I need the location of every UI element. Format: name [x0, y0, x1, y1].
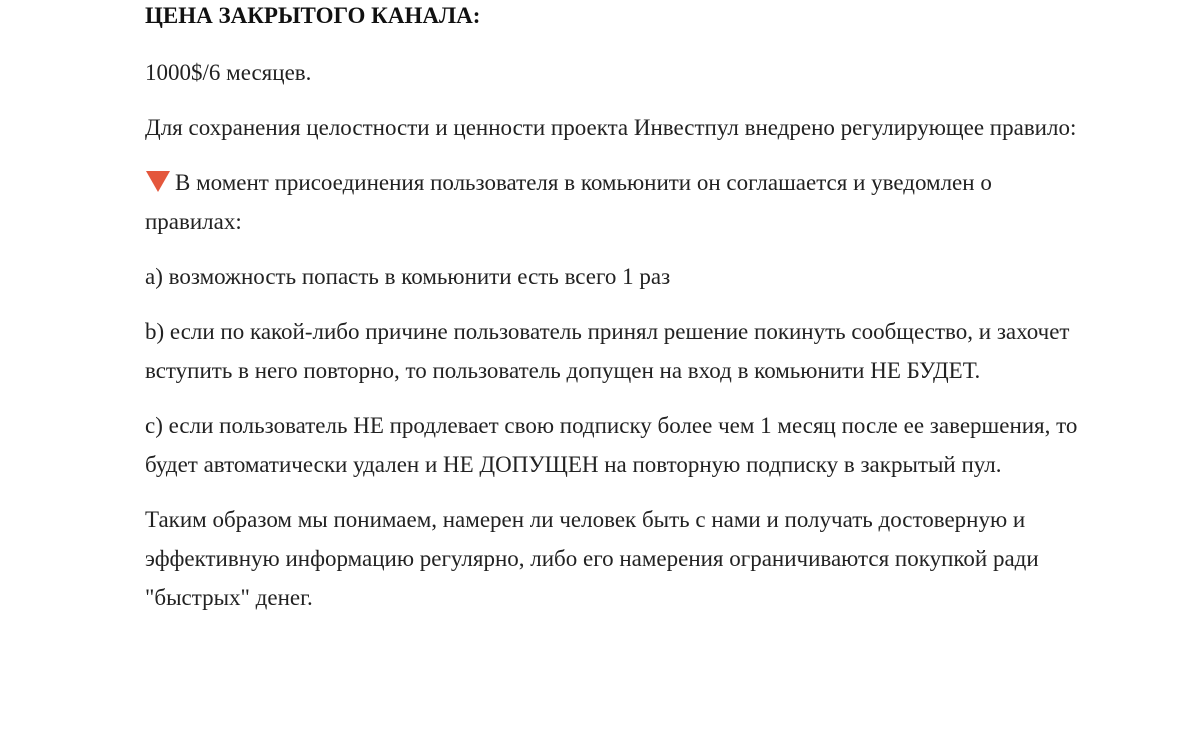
rule-text: В момент присоединения пользователя в комьюнити он соглашается и уведомлен о правилах:: [145, 170, 992, 234]
article-body: [145, 0, 1085, 617]
rule-item-b: b) если по какой-либо причине пользователь принял решение покинуть сообщество, и захочет вступить в него повторно, то пользователь допущен на вход в комьюнити НЕ БУДЕТ.: [145, 319, 1070, 383]
rule-paragraph: [145, 163, 1085, 241]
section-heading: ЦЕНА ЗАКРЫТОГО КАНАЛА:: [145, 3, 481, 28]
conclusion-paragraph: Таким образом мы понимаем, намерен ли человек быть с нами и получать достоверную и эффективную информацию регулярно, либо его намерения ограничиваются покупкой ради "быстрых" денег.: [145, 507, 1039, 610]
intro-paragraph: Для сохранения целостности и ценности проекта Инвестпул внедрено регулирующее правило:: [145, 115, 1077, 140]
rule-item-a: a) возможность попасть в комьюнити есть всего 1 раз: [145, 264, 671, 289]
price-text: 1000$/6 месяцев.: [145, 60, 312, 85]
rule-item-c: c) если пользователь НЕ продлевает свою подписку более чем 1 месяц после ее завершения, то будет автоматически удален и НЕ ДОПУЩЕН на повторную подписку в закрытый пул.: [145, 413, 1078, 477]
red-down-triangle-icon: [146, 171, 170, 192]
